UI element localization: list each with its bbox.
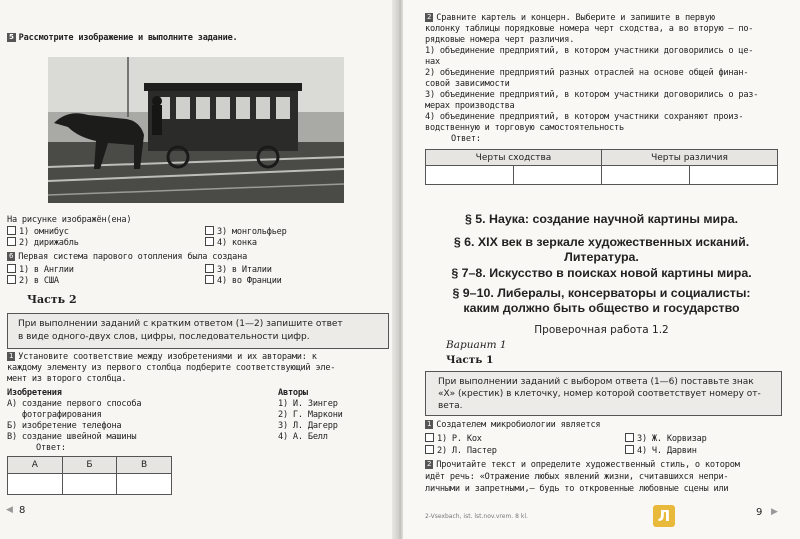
option-france[interactable]: 4) во Франции (205, 275, 282, 287)
section-heading-9-10-cont: каким должно быть общество и государство (463, 301, 740, 315)
test-task-2-text-line: идёт речь: «Отражение любых явлений жизни, считавшихся непри- (425, 472, 729, 482)
task-5-question: На рисунке изображён(ена) (7, 215, 132, 225)
task-number-badge: 1 (9, 352, 14, 360)
answer-column-v: В (117, 457, 172, 474)
answer-cell[interactable] (426, 166, 514, 185)
authors-heading: Авторы (278, 388, 308, 398)
task-2-text-line: 3) объединение предприятий, в котором участники договорились о раз- (425, 90, 759, 100)
task-2-text-line: мерах производства (425, 101, 515, 111)
task-2-text-line: колонку таблицы порядковые номера черт сходства, а во вторую — по- (425, 24, 754, 34)
option-corvisart[interactable]: 3) Ж. Корвизар (625, 433, 707, 445)
test-task-2-prompt: 2 Прочитайте текст и определите художественный стиль, о котором (427, 460, 740, 470)
tram-illustration (48, 57, 344, 203)
next-page-arrow-icon: ▶ (771, 507, 778, 517)
task-2-text-line: 4) объединение предприятий, в котором участники сохраняют произ- (425, 112, 744, 122)
answer-cell[interactable] (117, 474, 172, 495)
inventions-heading: Изобретения (7, 388, 62, 398)
task-number-badge: 1 (427, 420, 432, 428)
option-pasteur[interactable]: 2) Л. Пастер (425, 445, 497, 457)
option-usa[interactable]: 2) в США (7, 275, 59, 287)
task-2-prompt: 2 Сравните картель и концерн. Выберите и запишите в первую (427, 13, 715, 23)
section-heading-5: § 5. Наука: создание научной картины мира. (464, 212, 739, 226)
author-item: 2) Г. Маркони (278, 410, 343, 420)
answer-column-a: А (8, 457, 63, 474)
task-number-badge: 6 (9, 252, 14, 260)
checkbox[interactable] (7, 237, 16, 246)
section-heading-9-10: § 9–10. Либералы, консерваторы и социалисты: (452, 286, 751, 300)
task-2-text-line: 2) объединение предприятий разных отраслей на основе общей финан- (425, 68, 749, 78)
option-koch[interactable]: 1) Р. Кох (425, 433, 482, 445)
answer-table (7, 456, 172, 495)
part-1-heading: Часть 1 (446, 354, 494, 366)
page-number: 9 (756, 507, 763, 518)
checkbox[interactable] (625, 433, 634, 442)
task-6-prompt: 6 Первая система парового отопления была создана (9, 252, 248, 262)
horse-tram-photo (48, 57, 344, 203)
answer-cell[interactable] (602, 166, 690, 185)
task-number-badge: 2 (427, 460, 432, 468)
invention-item: А) создание первого способа (7, 399, 142, 409)
answer-column-b: Б (62, 457, 117, 474)
section-heading-7-8: § 7–8. Искусство в поисках новой картины мира. (451, 266, 752, 280)
answer-cell[interactable] (689, 166, 777, 185)
option-darwin[interactable]: 4) Ч. Дарвин (625, 445, 697, 457)
author-item: 3) Л. Дагерр (278, 421, 338, 431)
checkbox[interactable] (7, 264, 16, 273)
print-footer: 2-Vsexbach, ist. lst.nov.vrem. 8 kl. (425, 513, 528, 520)
task-5-prompt: 5 Рассмотрите изображение и выполните задание. (9, 33, 238, 43)
answer-label: Ответ: (451, 134, 481, 144)
option-montgolfier[interactable]: 3) монгольфьер (205, 226, 287, 238)
invention-item: В) создание швейной машины (7, 432, 137, 442)
instruction-box: При выполнении заданий с выбором ответа (1—6) поставьте знак «Х» (крестик) в клеточку, номер которой соответствует номеру от- вета. (425, 371, 782, 416)
test-task-1-prompt: 1 Создателем микробиологии является (427, 420, 601, 430)
option-omnibus[interactable]: 1) омнибус (7, 226, 69, 238)
labirint-logo-icon: Л (653, 505, 675, 527)
similarities-header: Черты сходства (426, 150, 602, 166)
variant-label: Вариант 1 (446, 339, 507, 351)
section-heading-6-cont: Литература. (564, 250, 639, 264)
prev-page-arrow-icon: ◀ (6, 505, 13, 515)
task-2-text-line: совой зависимости (425, 79, 510, 89)
checkbox[interactable] (425, 433, 434, 442)
similarities-table (425, 149, 778, 185)
answer-cell[interactable] (514, 166, 602, 185)
answer-cell[interactable] (62, 474, 117, 495)
page-number: 8 (19, 505, 26, 516)
right-page (403, 0, 800, 539)
section-heading-6: § 6. XIX век в зеркале художественных исканий. (453, 235, 750, 249)
task-1-text-line: мент из второго столбца. (7, 374, 127, 384)
task-2-text-line: нах (425, 57, 440, 67)
checkbox[interactable] (205, 237, 214, 246)
invention-item: Б) изобретение телефона (7, 421, 122, 431)
test-title: Проверочная работа 1.2 (534, 324, 669, 336)
checkbox[interactable] (205, 226, 214, 235)
checkbox[interactable] (7, 226, 16, 235)
test-task-2-text-line: личными и запретными,— будь то откровенные любовные сцены или (425, 484, 729, 494)
answer-label: Ответ: (36, 443, 66, 453)
task-2-text-line: рядковые номера черт различия. (425, 35, 575, 45)
option-italy[interactable]: 3) в Италии (205, 264, 272, 276)
option-horse-tram[interactable]: 4) конка (205, 237, 257, 249)
task-1-prompt: 1 Установите соответствие между изобретениями и их авторами: к (9, 352, 317, 362)
task-2-text-line: 1) объединение предприятий, в котором участники договорились о це- (425, 46, 754, 56)
checkbox[interactable] (205, 264, 214, 273)
checkbox[interactable] (7, 275, 16, 284)
part-2-heading: Часть 2 (27, 293, 77, 306)
author-item: 1) И. Зингер (278, 399, 338, 409)
author-item: 4) А. Белл (278, 432, 328, 442)
task-1-text-line: каждому элементу из первого столбца подберите соответствующий эле- (7, 363, 336, 373)
checkbox[interactable] (205, 275, 214, 284)
instruction-box: При выполнении заданий с кратким ответом (1—2) запишите ответ в виде одного-двух слов, цифры, последовательности цифр. (7, 313, 389, 349)
task-number-badge: 2 (427, 13, 432, 21)
task-2-text-line: водственную и торговую самостоятельность (425, 123, 624, 133)
differences-header: Черты различия (602, 150, 778, 166)
invention-item: фотографирования (22, 410, 102, 420)
checkbox[interactable] (625, 445, 634, 454)
task-number-badge: 5 (9, 33, 14, 41)
option-airship[interactable]: 2) дирижабль (7, 237, 79, 249)
checkbox[interactable] (425, 445, 434, 454)
option-england[interactable]: 1) в Англии (7, 264, 74, 276)
left-page (0, 0, 397, 539)
answer-cell[interactable] (8, 474, 63, 495)
